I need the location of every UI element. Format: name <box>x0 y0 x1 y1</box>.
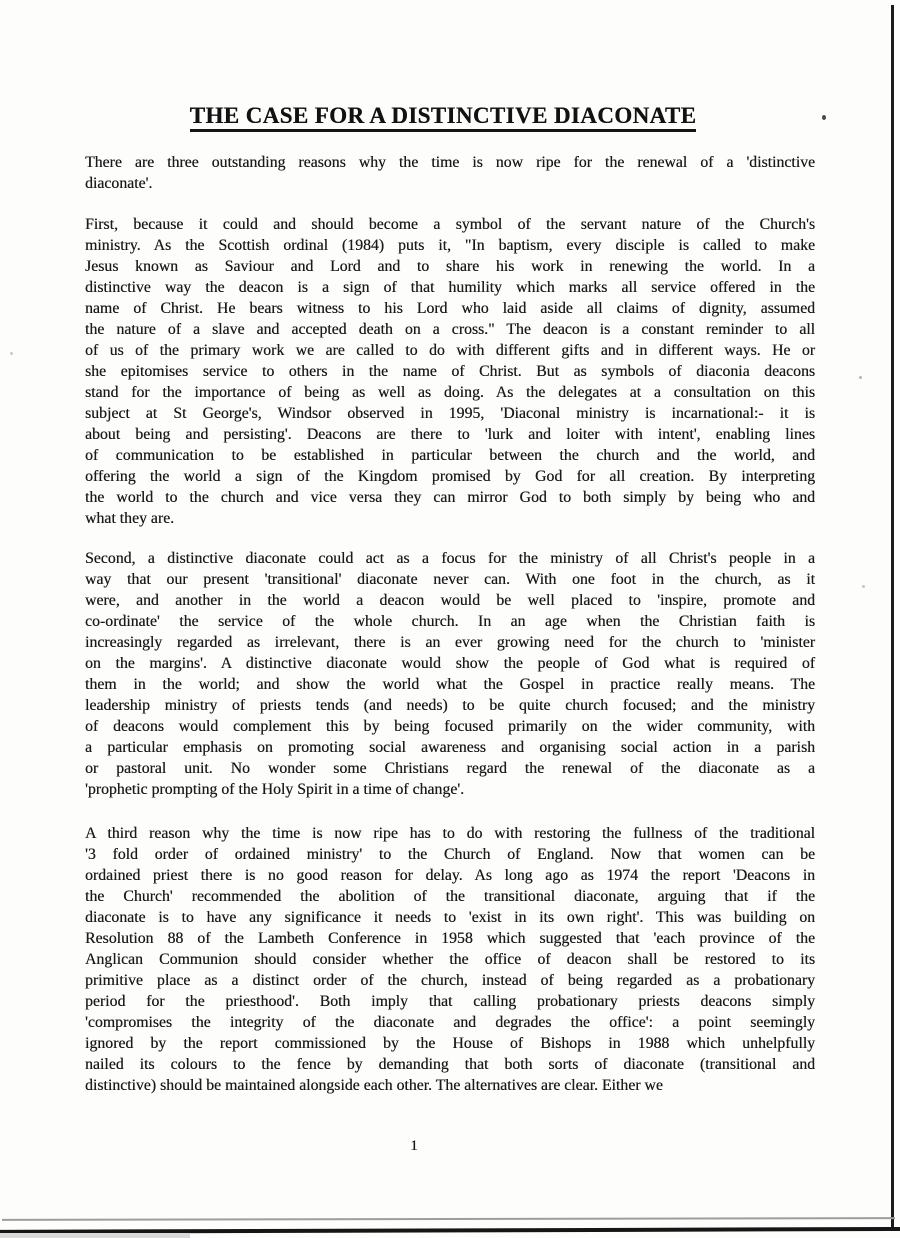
text-line: the nature of a slave and accepted death on a cross." The deacon is a constant reminder to all <box>85 321 815 338</box>
text-line: she epitomises service to others in the name of Christ. But as symbols of diaconia deacons <box>85 363 815 380</box>
scan-speck <box>859 376 862 379</box>
text-line: leadership ministry of priests tends (and needs) to be quite church focused; and the ministry <box>85 697 815 714</box>
text-line: Jesus known as Saviour and Lord and to share his work in renewing the world. In a <box>85 258 815 275</box>
paragraph-second-reason <box>85 548 815 800</box>
text-line: '3 fold order of ordained ministry' to the Church of England. Now that women can be <box>85 846 815 863</box>
paragraph-third-reason <box>85 823 815 1096</box>
text-line: on the margins'. A distinctive diaconate would show the people of God what is required of <box>85 655 815 672</box>
scan-edge-line <box>891 5 894 1231</box>
scan-smudge <box>0 1233 190 1238</box>
paragraph-first-reason <box>85 214 815 529</box>
text-line: them in the world; and show the world what the Gospel in practice really means. The <box>85 676 815 693</box>
text-line: A third reason why the time is now ripe has to do with restoring the fullness of the traditional <box>85 825 815 842</box>
text-line: primitive place as a distinct order of the church, instead of being regarded as a probationary <box>85 972 815 989</box>
page-number: 1 <box>410 1138 418 1154</box>
text-line: Resolution 88 of the Lambeth Conference in 1958 which suggested that 'each province of the <box>85 930 815 947</box>
text-line: co-ordinate' the service of the whole church. In an age when the Christian faith is <box>85 613 815 630</box>
text-line: ignored by the report commissioned by the House of Bishops in 1988 which unhelpfully <box>85 1035 815 1052</box>
text-line: distinctive) should be maintained alongside each other. The alternatives are clear. Either we <box>85 1077 663 1094</box>
text-line: or pastoral unit. No wonder some Christians regard the renewal of the diaconate as a <box>85 760 815 777</box>
scan-speck <box>10 352 13 355</box>
text-line: a particular emphasis on promoting social awareness and organising social action in a parish <box>85 739 815 756</box>
text-line: about being and persisting'. Deacons are there to 'lurk and loiter with intent', enabling lines <box>85 426 815 443</box>
scan-artifact-line <box>2 1217 895 1221</box>
text-line: stand for the importance of being as well as doing. As the delegates at a consultation on this <box>85 384 815 401</box>
scan-speck <box>822 115 826 120</box>
text-line: diaconate is to have any significance it needs to 'exist in its own right'. This was building on <box>85 909 815 926</box>
text-line: of us of the primary work we are called to do with different gifts and in different ways. He or <box>85 342 815 359</box>
text-line: nailed its colours to the fence by demanding that both sorts of diaconate (transitional and <box>85 1056 815 1073</box>
text-line: subject at St George's, Windsor observed in 1995, 'Diaconal ministry is incarnational:- it is <box>85 405 815 422</box>
page-title <box>0 103 886 129</box>
text-line: There are three outstanding reasons why the time is now ripe for the renewal of a 'distinctive <box>85 154 815 171</box>
text-line: the Church' recommended the abolition of the transitional diaconate, arguing that if the <box>85 888 815 905</box>
page-title-text: THE CASE FOR A DISTINCTIVE DIACONATE <box>190 103 697 132</box>
text-line: distinctive way the deacon is a sign of that humility which marks all service offered in the <box>85 279 815 296</box>
text-line: First, because it could and should become a symbol of the servant nature of the Church's <box>85 216 815 233</box>
text-line: period for the priesthood'. Both imply that calling probationary priests deacons simply <box>85 993 815 1010</box>
text-line: Second, a distinctive diaconate could act as a focus for the ministry of all Christ's people in a <box>85 550 815 567</box>
text-line: ordained priest there is no good reason for delay. As long ago as 1974 the report 'Deacons in <box>85 867 815 884</box>
text-line: way that our present 'transitional' diaconate never can. With one foot in the church, as it <box>85 571 815 588</box>
text-line: the world to the church and vice versa they can mirror God to both simply by being who and <box>85 489 815 506</box>
text-line: of communication to be established in particular between the church and the world, and <box>85 447 815 464</box>
paragraph-intro <box>85 152 815 194</box>
text-line: offering the world a sign of the Kingdom promised by God for all creation. By interpreting <box>85 468 815 485</box>
text-line: 'prophetic prompting of the Holy Spirit in a time of change'. <box>85 781 465 798</box>
scan-speck <box>862 585 865 588</box>
text-line: increasingly regarded as irrelevant, there is an ever growing need for the church to 'minister <box>85 634 815 651</box>
text-line: ministry. As the Scottish ordinal (1984) puts it, "In baptism, every disciple is called to make <box>85 237 815 254</box>
text-line: Anglican Communion should consider whether the office of deacon shall be restored to its <box>85 951 815 968</box>
text-line: 'compromises the integrity of the diaconate and degrades the office': a point seemingly <box>85 1014 815 1031</box>
text-line: diaconate'. <box>85 175 153 192</box>
text-line: of deacons would complement this by being focused primarily on the wider community, with <box>85 718 815 735</box>
text-line: name of Christ. He bears witness to his Lord who laid aside all claims of dignity, assumed <box>85 300 815 317</box>
text-line: were, and another in the world a deacon would be well placed to 'inspire, promote and <box>85 592 815 609</box>
text-line: what they are. <box>85 510 175 527</box>
